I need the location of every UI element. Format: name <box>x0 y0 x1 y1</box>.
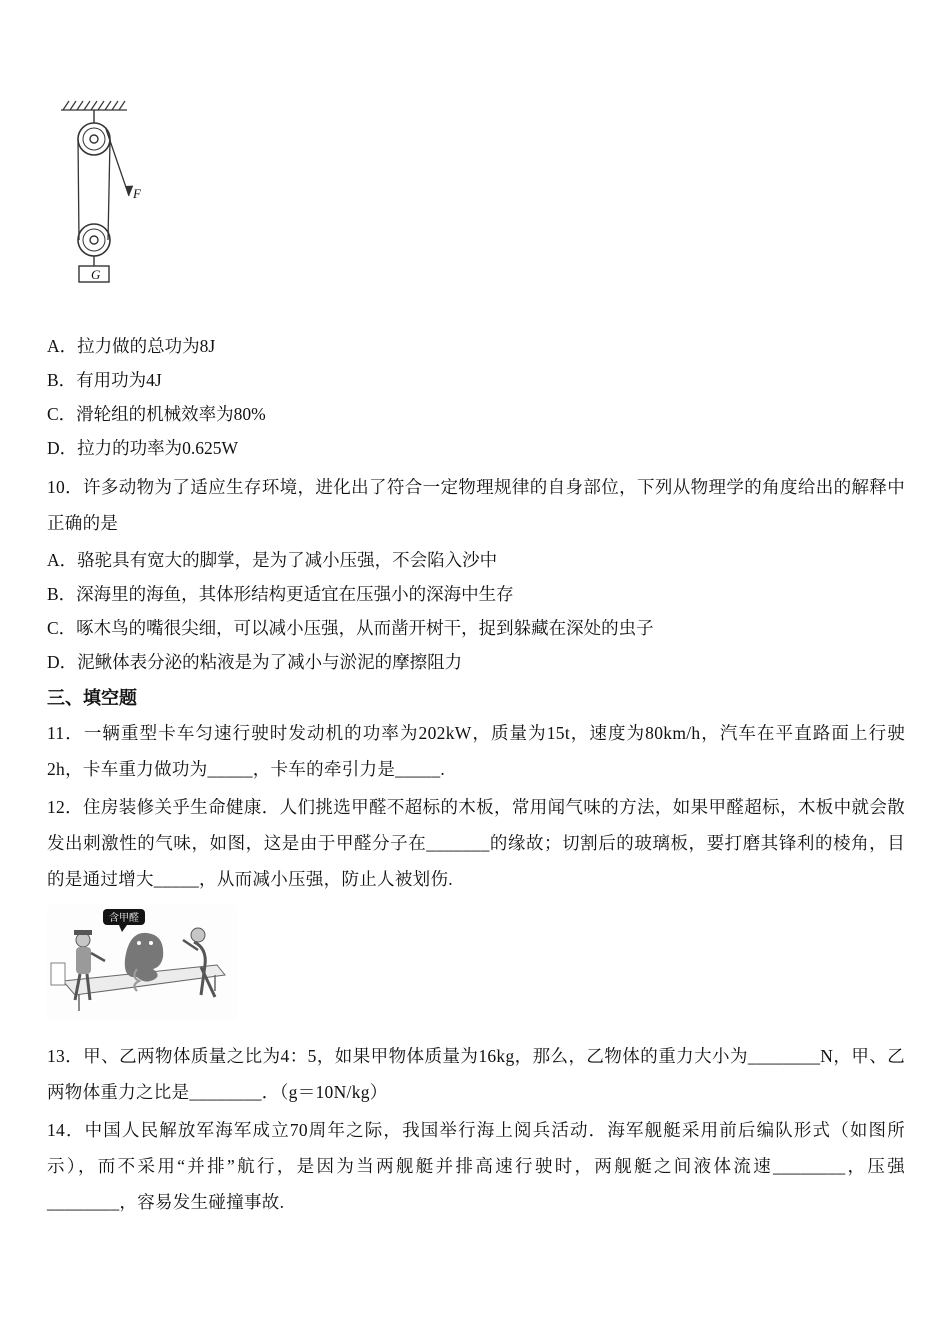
ceiling-hatch <box>61 101 127 110</box>
section-title-fill-in-blanks: 三、填空题 <box>47 688 137 708</box>
formaldehyde-cartoon <box>47 905 905 1024</box>
fixed-pulley <box>78 123 110 155</box>
pulley-diagram-svg <box>49 98 149 294</box>
q10-option-a: A．骆驼具有宽大的脚掌，是为了减小压强，不会陷入沙中 <box>47 550 498 570</box>
q9-option-c: C．滑轮组的机械效率为80% <box>47 404 266 424</box>
force-label: F <box>133 186 141 201</box>
q12-text: 12．住房装修关乎生命健康．人们挑选甲醛不超标的木板，常用闻气味的方法，如果甲醛超标，木板中就会散发出刺激性的气味，如图，这是由于甲醛分子在_______的缘故；切割后的玻璃板，要打磨其锋利的棱角，目的是通过增大_____，从而减小压强，防止人被划伤. <box>47 797 905 889</box>
q10-option-d: D．泥鳅体表分泌的粘液是为了减小与淤泥的摩擦阻力 <box>47 652 463 672</box>
q10-option-c: C．啄木鸟的嘴很尖细，可以减小压强，从而凿开树干，捉到躲藏在深处的虫子 <box>47 618 654 638</box>
q11-text: 11．一辆重型卡车匀速行驶时发动机的功率为202kW，质量为15t，速度为80km/h，汽车在平直路面上行驶2h，卡车重力做功为_____，卡车的牵引力是_____. <box>47 723 905 779</box>
bubble-text: 含甲醛 <box>109 913 139 924</box>
formaldehyde-cartoon-svg <box>47 905 237 1019</box>
force-arrow <box>106 129 142 201</box>
weight-label: G <box>91 267 101 282</box>
q14-text: 14．中国人民解放军海军成立70周年之际，我国举行海上阅兵活动．海军舰艇采用前后编队形式（如图所示），而不采用“并排”航行，是因为当两舰艇并排高速行驶时，两舰艇之间液体流速________，压强________，容易发生碰撞事故. <box>47 1120 905 1212</box>
q10-stem: 10．许多动物为了适应生存环境，进化出了符合一定物理规律的自身部位，下列从物理学的角度给出的解释中正确的是 <box>47 477 905 533</box>
q9-option-d: D．拉力的功率为0.625W <box>47 438 239 458</box>
pulley-diagram <box>49 98 905 299</box>
question-10 <box>47 469 905 679</box>
weight-box <box>79 266 109 282</box>
q9-option-a: A．拉力做的总功为8J <box>47 336 216 356</box>
q9-option-b: B．有用功为4J <box>47 370 162 390</box>
price-sign <box>51 963 65 985</box>
q10-option-b: B．深海里的海鱼，其体形结构更适宜在压强小的深海中生存 <box>47 584 514 604</box>
movable-pulley <box>78 224 110 256</box>
q13-text: 13．甲、乙两物体质量之比为4：5，如果甲物体质量为16kg，那么，乙物体的重力大小为________N，甲、乙两物体重力之比是________．（g＝10N/kg） <box>47 1046 905 1102</box>
q9-options <box>47 329 905 465</box>
